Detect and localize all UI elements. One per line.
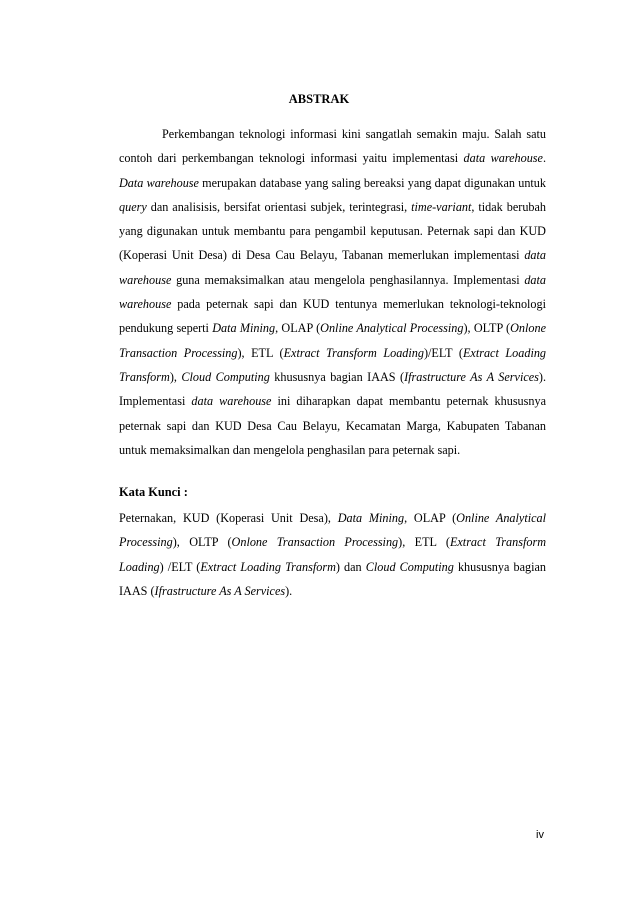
italic-term: Data Mining	[212, 321, 276, 336]
italic-term: Ifrastructure As A Services	[154, 583, 286, 598]
italic-term: Data warehouse	[119, 175, 199, 190]
italic-term: data warehouse	[119, 248, 546, 287]
italic-term: time-variant	[411, 199, 472, 214]
text-run: ), OLTP (	[463, 321, 511, 336]
text-run: , OLAP (	[404, 511, 457, 525]
text-run: khususnya bagian IAAS (	[269, 369, 405, 384]
italic-term: Onlone Transaction Processing	[119, 321, 547, 360]
abstract-paragraph	[119, 122, 546, 462]
italic-term: data warehouse	[463, 151, 543, 166]
text-run: Peternakan, KUD (Koperasi Unit Desa),	[119, 511, 338, 525]
text-run: ). Implementasi	[119, 369, 547, 409]
text-run: ), ETL (	[398, 535, 450, 550]
italic-term: Cloud Computing	[181, 369, 270, 384]
text-run: Perkembangan teknologi informasi kini sangatlah semakin maju. Salah satu contoh dari perkembangan teknologi informasi yaitu implementasi	[119, 127, 546, 166]
text-run: guna memaksimalkan atau mengelola penghasilannya. Implementasi	[171, 272, 525, 287]
italic-term: query	[119, 199, 147, 214]
italic-term: Extract Transform Loading	[119, 535, 547, 574]
text-run: ), ETL (	[237, 345, 284, 360]
text-run: ) dan	[335, 559, 366, 574]
italic-term: Data Mining	[337, 511, 405, 525]
italic-term: Cloud Computing	[365, 559, 454, 574]
keywords-heading: Kata Kunci :	[119, 485, 188, 499]
italic-term: data warehouse	[119, 272, 546, 312]
italic-term: Extract Loading Transform	[119, 345, 547, 384]
italic-term: Onlone Transaction Processing	[231, 535, 399, 550]
italic-term: Extract Loading Transform	[200, 559, 336, 574]
text-run: .	[542, 151, 546, 166]
page-title: ABSTRAK	[288, 92, 350, 106]
text-run: , tidak berubah yang digunakan untuk membantu para pengambil keputusan. Peternak sapi dan KUD (Koperasi Unit Desa) di Desa Cau Belayu, Tabanan memerlukan implementasi	[119, 199, 547, 263]
text-run: , OLAP (	[275, 321, 321, 336]
text-run: ).	[285, 583, 293, 598]
italic-term: data warehouse	[191, 394, 272, 409]
italic-term: Extract Transform Loading	[283, 345, 424, 360]
italic-term: Online Analytical Processing	[119, 511, 546, 550]
text-run: pada peternak sapi dan KUD tentunya memerlukan teknologi-teknologi pendukung seperti	[119, 297, 546, 336]
page-number: iv	[536, 829, 544, 841]
text-run: khususnya bagian IAAS (	[119, 559, 547, 598]
text-run: ) /ELT (	[159, 559, 201, 574]
keywords-paragraph	[119, 506, 546, 603]
text-run: ini diharapkan dapat membantu peternak khususnya peternak sapi dan KUD Desa Cau Belayu, Kecamatan Marga, Kabupaten Tabanan untuk memaksimalkan dan mengelola penghasilan para peternak sapi.	[119, 394, 546, 457]
text-run: ), OLTP (	[172, 535, 232, 550]
text-run: dan analisisis, bersifat orientasi subjek, terintegrasi,	[146, 199, 412, 214]
text-run: merupakan database yang saling bereaksi yang dapat digunakan untuk	[198, 175, 546, 190]
text-run: )/ELT (	[423, 345, 463, 360]
text-run: ),	[169, 369, 182, 384]
italic-term: Online Analytical Processing	[320, 321, 464, 336]
italic-term: Ifrastructure As A Services	[404, 369, 539, 384]
